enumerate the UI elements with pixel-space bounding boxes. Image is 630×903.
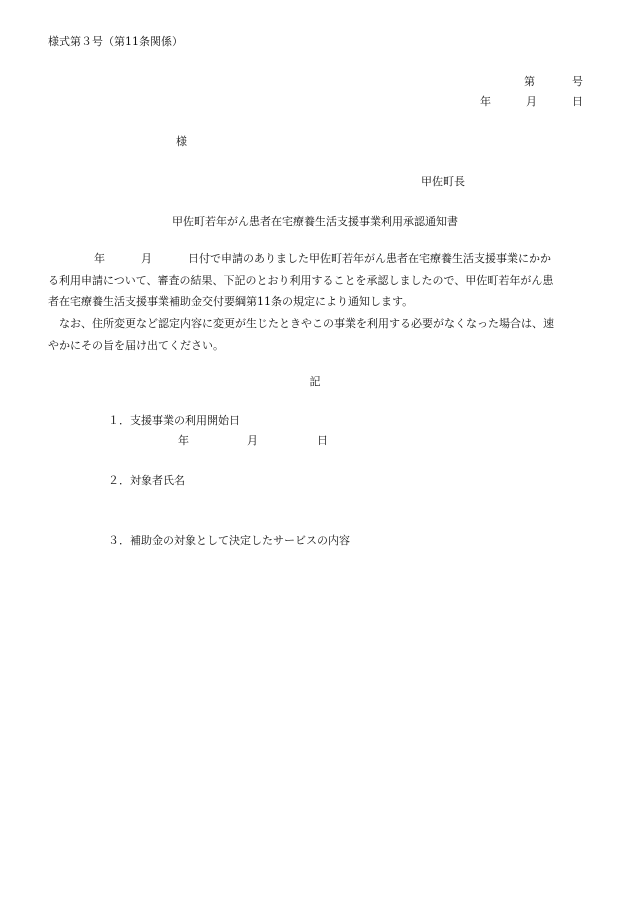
item-3-number: ３． — [108, 534, 130, 547]
item-1-number: １． — [108, 414, 130, 427]
item-1-day: 日 — [317, 434, 328, 447]
number-gou: 号 — [572, 75, 583, 88]
item-2-number: ２． — [108, 474, 130, 487]
body-paragraph-1 — [48, 248, 584, 313]
date-day: 日 — [572, 95, 583, 108]
item-1 — [108, 415, 240, 426]
item-3-label: 補助金の対象として決定したサービスの内容 — [130, 534, 350, 547]
item-2 — [108, 475, 185, 486]
body-paragraph-2 — [48, 313, 584, 356]
body-p1-line-2: る利用申請について、審査の結果、下記のとおり利用することを承認しましたので、甲佐町若年がん患 — [48, 273, 554, 287]
ki-heading: 記 — [309, 375, 321, 388]
addressee-suffix: 様 — [176, 135, 187, 148]
body-p1-line-3: 者在宅療養生活支援事業補助金交付要綱第11条の規定により通知します。 — [48, 295, 414, 308]
item-3 — [108, 535, 350, 546]
document-title: 甲佐町若年がん患者在宅療養生活支援事業利用承認通知書 — [172, 215, 458, 228]
body-p1-year: 年 — [94, 252, 105, 265]
body-p2-line-1: なお、住所変更など認定内容に変更が生じたときやこの事業を利用する必要がなくなった場合は、速 — [59, 317, 554, 330]
body-p1-line1-text: 日付で申請のありました甲佐町若年がん患者在宅療養生活支援事業にかか — [188, 252, 551, 265]
body-p1-line-1 — [48, 248, 584, 270]
item-1-label: 支援事業の利用開始日 — [130, 414, 240, 427]
item-1-year: 年 — [178, 434, 189, 447]
date-year: 年 — [480, 95, 491, 108]
date-month: 月 — [526, 95, 537, 108]
sender-name: 甲佐町長 — [421, 175, 465, 188]
item-2-label: 対象者氏名 — [130, 474, 185, 487]
body-p2-line-2: やかにその旨を届け出てください。 — [48, 338, 224, 352]
item-1-month: 月 — [247, 434, 258, 447]
body-p1-month: 月 — [141, 252, 152, 265]
form-label: 様式第３号（第11条関係） — [48, 35, 183, 48]
number-dai: 第 — [524, 75, 535, 88]
